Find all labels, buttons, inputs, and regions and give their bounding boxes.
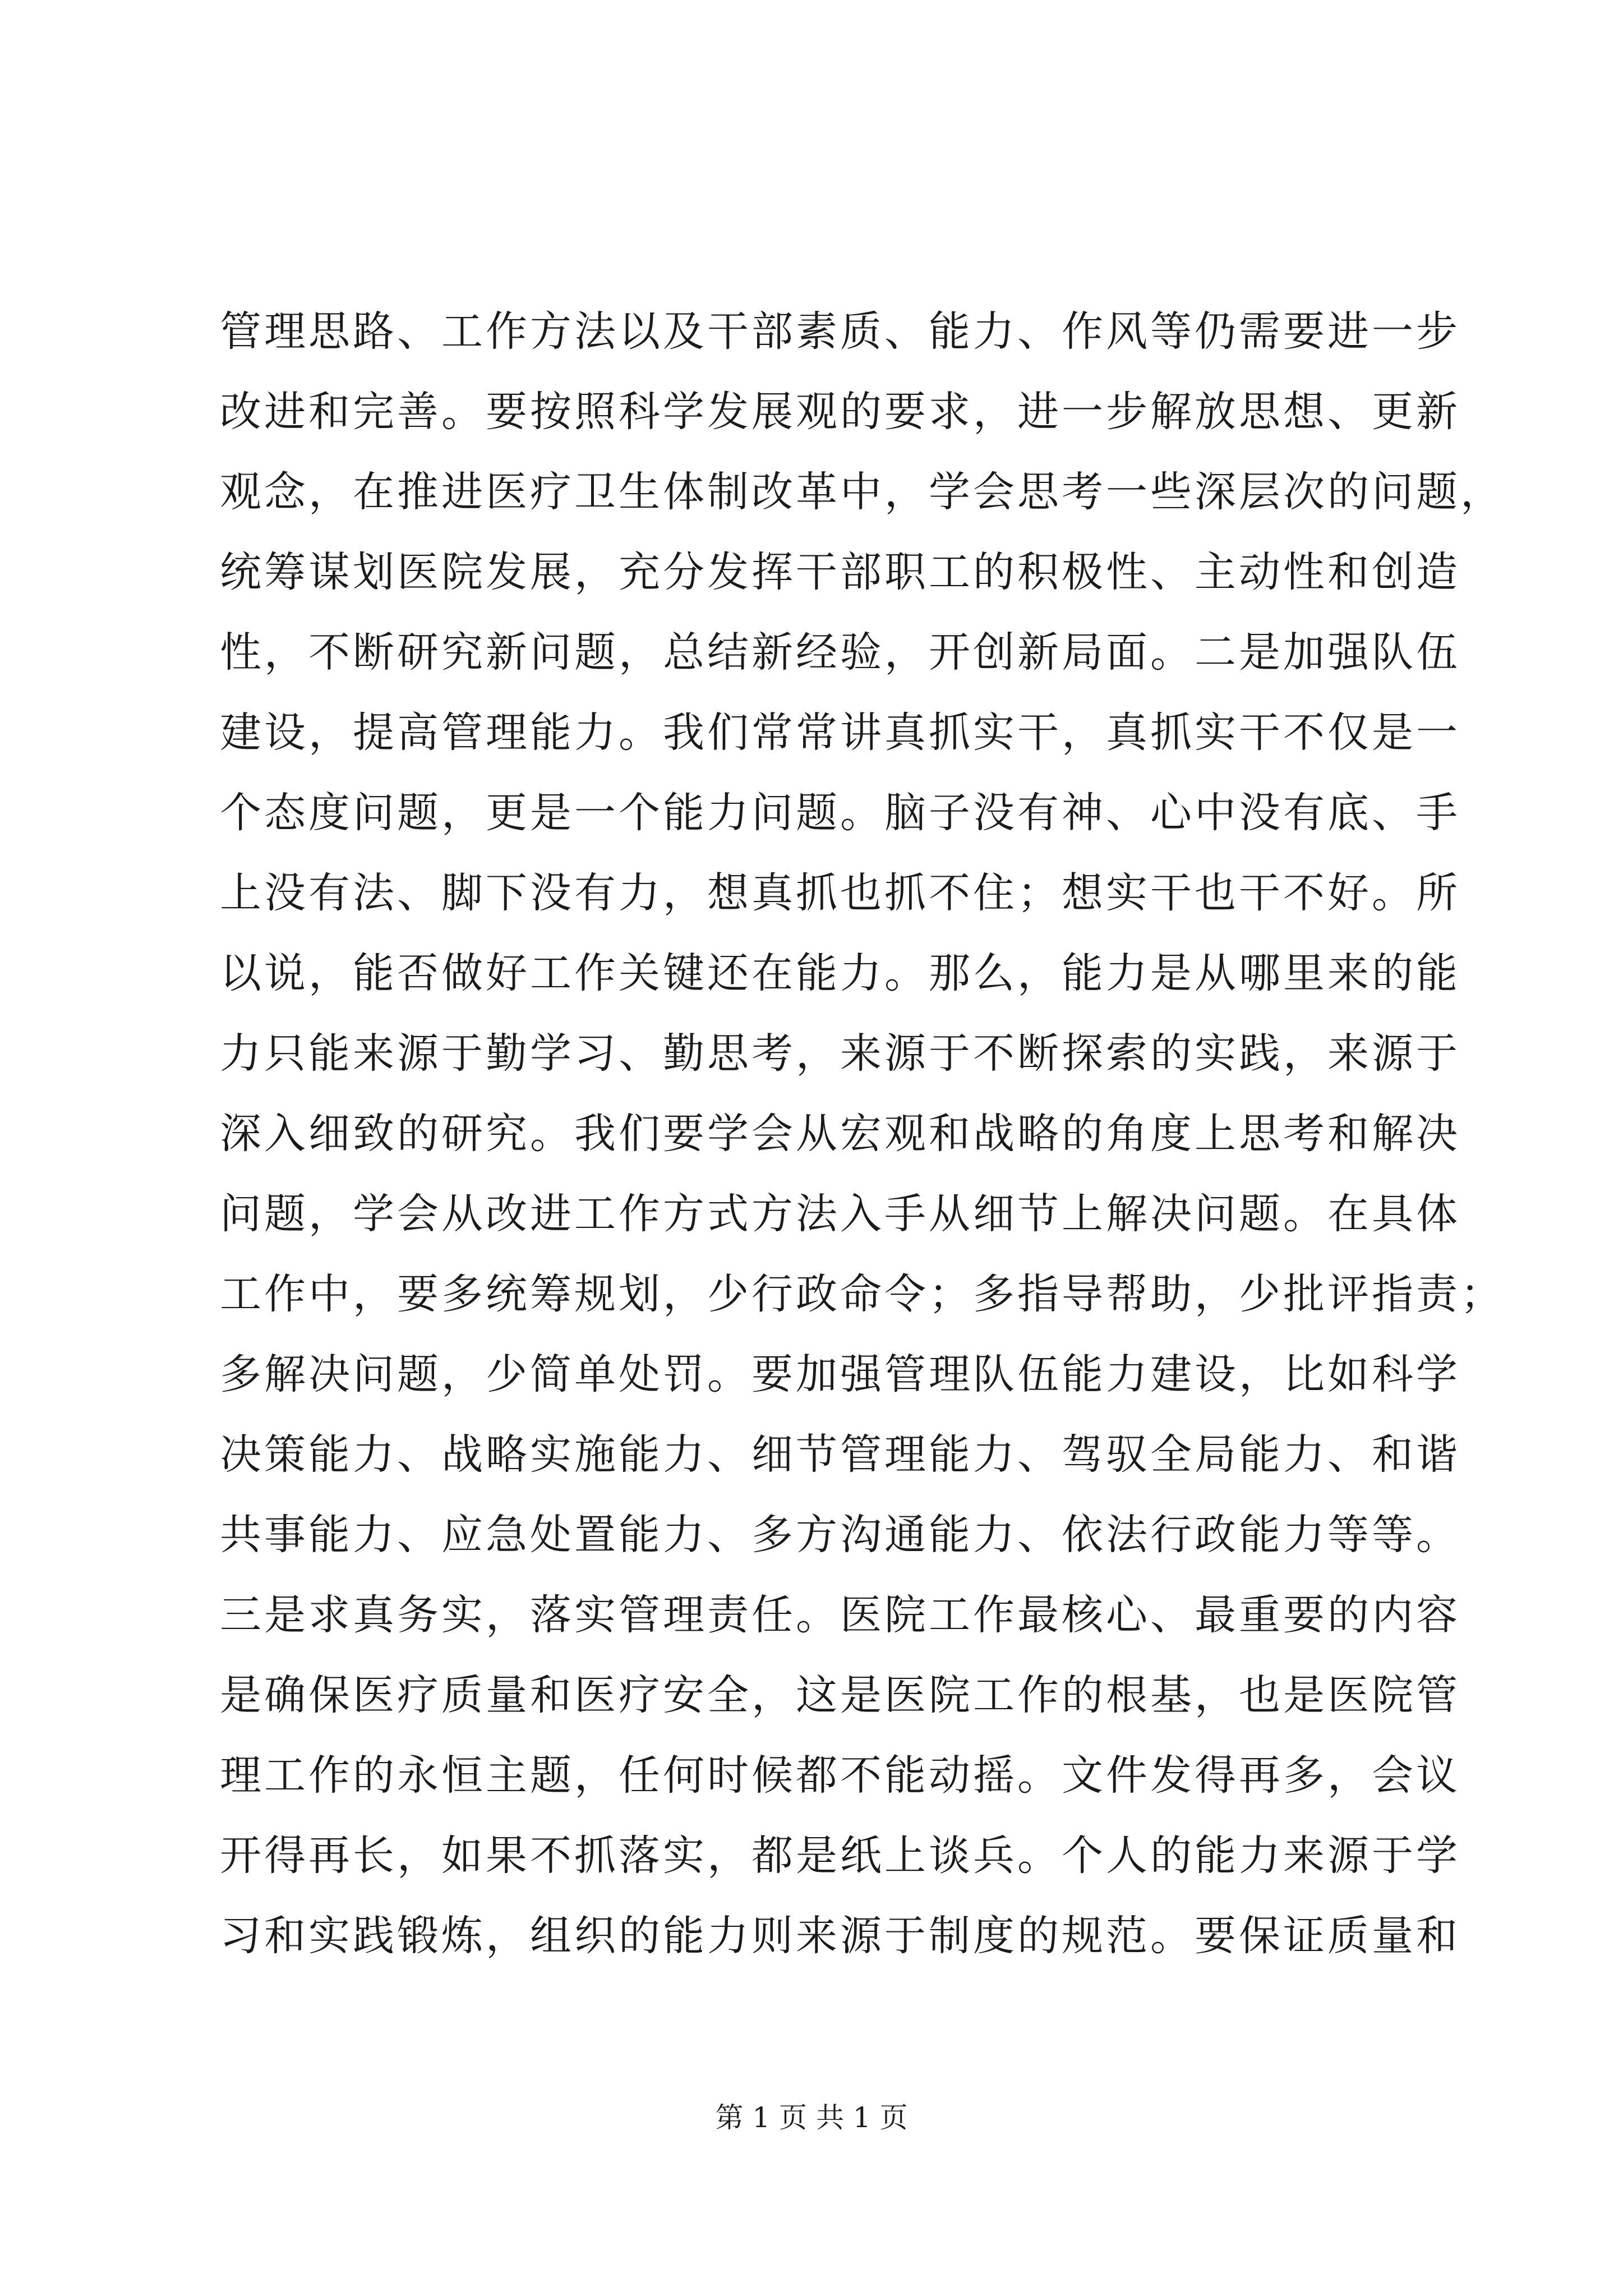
text-line: 观念，在推进医疗卫生体制改革中，学会思考一些深层次的问题， [220,468,1505,516]
text-line: 建设，提高管理能力。我们常常讲真抓实干，真抓实干不仅是一 [220,708,1460,757]
text-line: 理工作的永恒主题，任何时候都不能动摇。文件发得再多，会议 [220,1751,1460,1800]
page-footer: 第 1 页 共 1 页 [715,2101,908,2134]
text-line: 改进和完善。要按照科学发展观的要求，进一步解放思想、更新 [220,388,1460,436]
body-text [220,292,1505,1976]
text-line: 个态度问题，更是一个能力问题。脑子没有神、心中没有底、手 [220,789,1460,837]
text-line: 工作中，要多统筹规划，少行政命令；多指导帮助，少批评指责； [220,1270,1505,1318]
text-line: 开得再长，如果不抓落实，都是纸上谈兵。个人的能力来源于学 [220,1832,1460,1880]
text-line: 上没有法、脚下没有力，想真抓也抓不住；想实干也干不好。所 [220,869,1460,917]
text-line: 性，不断研究新问题，总结新经验，开创新局面。二是加强队伍 [220,628,1460,677]
text-line: 共事能力、应急处置能力、多方沟通能力、依法行政能力等等。 [220,1511,1460,1559]
text-line: 力只能来源于勤学习、勤思考，来源于不断探索的实践，来源于 [220,1029,1460,1078]
text-line: 统筹谋划医院发展，充分发挥干部职工的积极性、主动性和创造 [220,548,1460,596]
text-line: 三是求真务实，落实管理责任。医院工作最核心、最重要的内容 [220,1591,1460,1639]
text-line: 深入细致的研究。我们要学会从宏观和战略的角度上思考和解决 [220,1110,1460,1158]
text-line: 问题，学会从改进工作方式方法入手从细节上解决问题。在具体 [220,1190,1460,1238]
text-line: 多解决问题，少简单处罚。要加强管理队伍能力建设，比如科学 [220,1350,1460,1398]
text-line: 决策能力、战略实施能力、细节管理能力、驾驭全局能力、和谐 [220,1430,1460,1479]
text-line: 是确保医疗质量和医疗安全，这是医院工作的根基，也是医院管 [220,1671,1460,1719]
text-line: 管理思路、工作方法以及干部素质、能力、作风等仍需要进一步 [220,307,1460,356]
text-line: 以说，能否做好工作关键还在能力。那么，能力是从哪里来的能 [220,949,1460,997]
text-line: 习和实践锻炼，组织的能力则来源于制度的规范。要保证质量和 [220,1912,1460,1960]
